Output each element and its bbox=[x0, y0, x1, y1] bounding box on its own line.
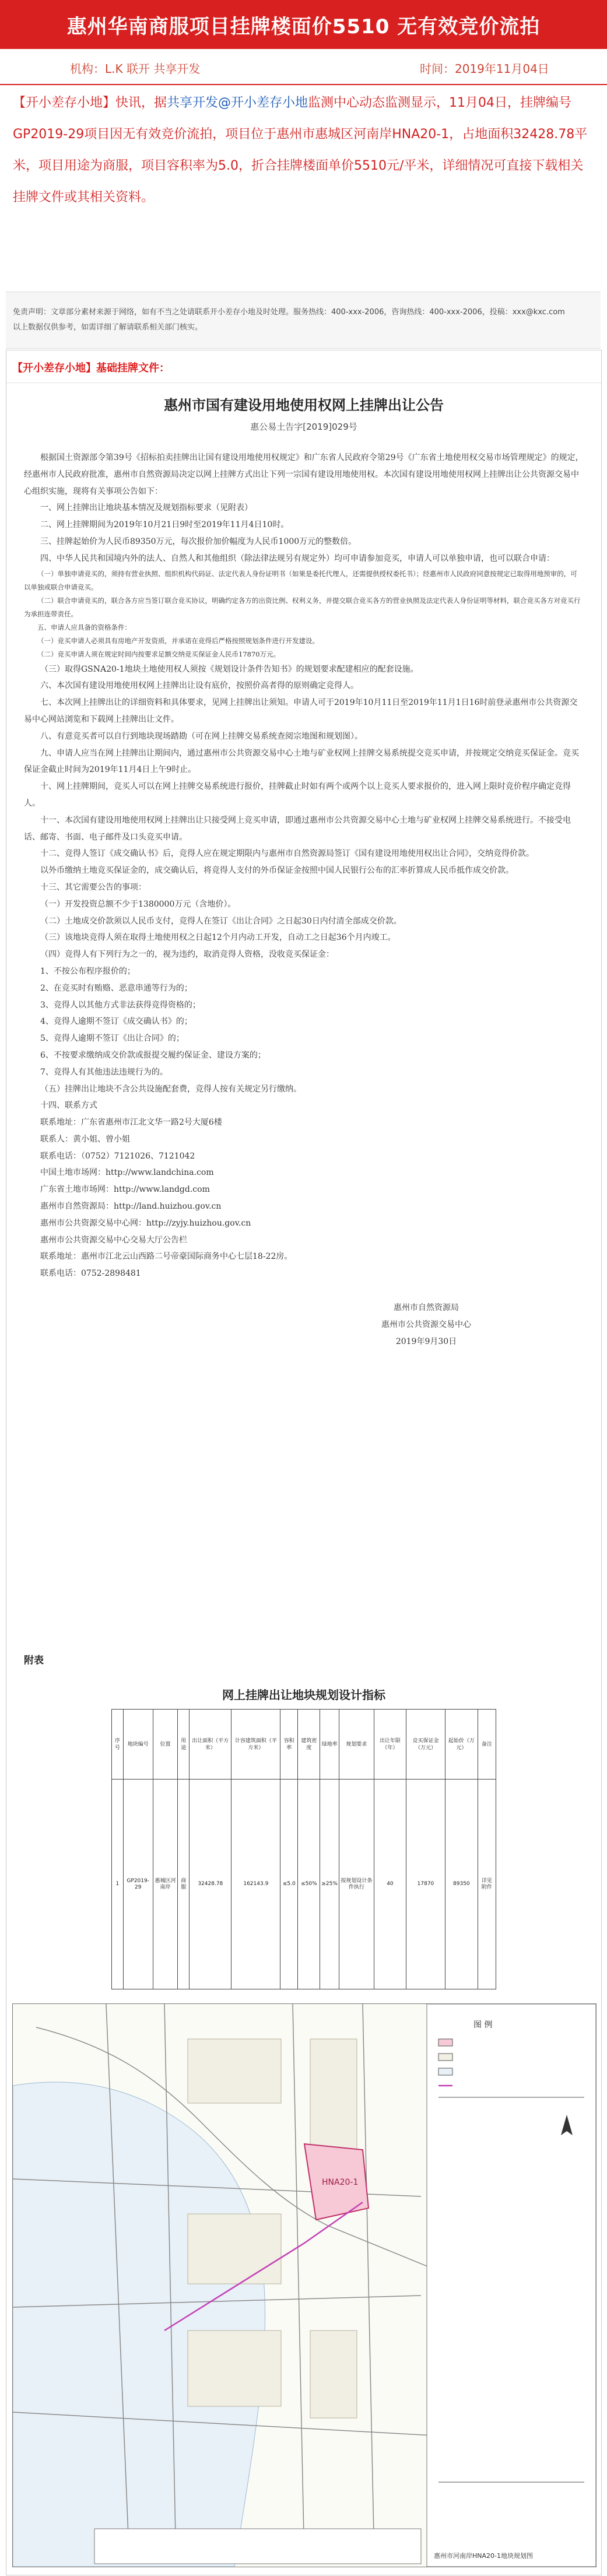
paragraph: 3、竞得人以其他方式非法获得竞得资格的； bbox=[40, 1000, 201, 1010]
paragraph[interactable]: 广东省土地市场网：http://www.landgd.com bbox=[40, 1185, 210, 1195]
paragraph: （二）联合申请竞买的，联合各方应当签订联合竞买协议，明确约定各方的出资比例、权利义务，并提交联合竞买各方的营业执照及法定代表人身份证明等材料，联合竞买各方对竞买行为承担连带责任。 bbox=[24, 596, 581, 618]
table-cell: 惠城区河南岸 bbox=[153, 1780, 178, 1989]
table-header-cell: 用途 bbox=[178, 1710, 190, 1780]
disclaimer-line-2: 以上数据仅供参考，如需详细了解请联系相关部门核实。 bbox=[13, 323, 203, 332]
signature-issuer-2: 惠州市公共资源交易中心 bbox=[381, 1319, 471, 1329]
paragraph: 九、申请人应当在网上挂牌出让期间内，通过惠州市公共资源交易中心土地与矿业权网上挂牌交易系统提交竞买申请，并按规定交纳竞买保证金。竞买保证金截止时间为2019年11月4日上午9时止。 bbox=[24, 748, 579, 775]
map-title: 惠州市河南岸HNA20-1地块规划图 bbox=[434, 2552, 533, 2560]
announcement-number: 惠公易土告字[2019]029号 bbox=[250, 422, 357, 432]
paragraph: 联系电话：（0752）7121026、7121042 bbox=[40, 1151, 195, 1161]
paragraph: 以外币缴纳土地竞买保证金的，成交确认后，将竞得人支付的外币保证金按照中国人民银行公布的汇率折算成人民币抵作成交价款。 bbox=[40, 866, 514, 876]
paragraph: 7、竞得人有其他违法违规行为的。 bbox=[40, 1067, 168, 1077]
meta-line bbox=[0, 49, 607, 85]
legend-swatch bbox=[438, 2068, 452, 2075]
paragraph: 联系地址：广东省惠州市江北文华一路2号大厦6楼 bbox=[40, 1118, 222, 1128]
table-header-cell: 规划要求 bbox=[339, 1710, 374, 1780]
neighbor-block bbox=[188, 2039, 281, 2103]
table-cell: ≤50% bbox=[298, 1780, 320, 1989]
table-row bbox=[112, 1780, 496, 1989]
paragraph[interactable]: 惠州市公共资源交易中心网：http://zyjy.huizhou.gov.cn bbox=[40, 1218, 251, 1228]
neighbor-block bbox=[188, 2331, 281, 2406]
legend-swatch bbox=[438, 2039, 452, 2046]
paragraph: 5、竞得人逾期不签订《出让合同》的； bbox=[40, 1034, 184, 1044]
table-cell: 162143.9 bbox=[231, 1780, 280, 1989]
paragraph: 一、网上挂牌出让地块基本情况及规划指标要求（见附表） bbox=[40, 503, 252, 513]
table-header-cell: 计容建筑面积（平方米） bbox=[231, 1710, 280, 1780]
announcement-body bbox=[24, 450, 584, 1350]
table-header-cell: 出让年限（年） bbox=[374, 1710, 406, 1780]
table-cell: 40 bbox=[374, 1780, 406, 1989]
paragraph: 联系电话：0752-2898481 bbox=[40, 1269, 141, 1279]
announcement-title: 惠州市国有建设用地使用权网上挂牌出让公告 bbox=[164, 396, 444, 413]
paragraph: 中国土地市场网：http://www.landchina.com bbox=[40, 1168, 214, 1178]
paragraph: 十、网上挂牌期间，竞买人可以在网上挂牌交易系统进行报价，挂牌截止时如有两个或两个以上竞买人要求报价的，进入网上限时竞价程序确定竞得人。 bbox=[24, 782, 571, 808]
table-header-cell: 序号 bbox=[112, 1710, 124, 1780]
document-section-label: 【开小差存小地】基础挂牌文件： bbox=[12, 362, 170, 374]
table-cell: ≥25% bbox=[320, 1780, 339, 1989]
table-header-cell: 出让面积（平方米） bbox=[190, 1710, 231, 1780]
disclaimer-text bbox=[13, 305, 596, 335]
table-cell: 1 bbox=[112, 1780, 124, 1989]
title-bar bbox=[0, 0, 607, 49]
table-cell: 商服 bbox=[178, 1780, 190, 1989]
neighbor-block bbox=[310, 2331, 357, 2418]
table-cell: GP2019-29 bbox=[123, 1780, 153, 1989]
source-org: 机构：L.K 联开 共享开发 bbox=[70, 62, 201, 76]
paragraph: （二）竞买申请人须在规定时间内按要求足额交纳竞买保证金人民币17870万元。 bbox=[37, 650, 280, 658]
paragraph: 三、挂牌起始价为人民币89350万元，每次报价加价幅度为人民币1000万元的整数倍。 bbox=[40, 536, 357, 546]
map-info-strip bbox=[94, 2529, 421, 2564]
table-cell: 32428.78 bbox=[190, 1780, 231, 1989]
paragraph: （一）竞买申请人必须具有房地产开发资质，并承诺在竞得后严格按照规划条件进行开发建设。 bbox=[37, 636, 319, 645]
paragraph: 六、本次国有建设用地使用权网上挂牌出让设有底价，按照价高者得的原则确定竞得人。 bbox=[40, 681, 359, 691]
document-header bbox=[6, 350, 601, 383]
paragraph: 根据国土资源部令第39号《招标拍卖挂牌出让国有建设用地使用权规定》和广东省人民政府令第29号《广东省土地使用权交易市场管理规定》的规定，经惠州市人民政府批准，惠州市自然资源局决定以网上挂牌方式出让下列一宗国有建设用地使用权。本次国有建设用地使用权网上挂牌出让公共资源交易中心组织实施，现将有关事项公告如下： bbox=[24, 453, 584, 496]
paragraph[interactable]: 惠州市公共资源交易中心交易大厅公告栏 bbox=[40, 1235, 187, 1245]
paragraph: 四、中华人民共和国境内外的法人、自然人和其他组织（除法律法规另有规定外）均可申请参加竞买，申请人可以单独申请，也可以联合申请： bbox=[40, 553, 555, 563]
document-panel bbox=[6, 350, 602, 2575]
summary-source-link[interactable]: 共享开发@开小差存小地 bbox=[167, 96, 308, 110]
table-header-cell: 位置 bbox=[153, 1710, 178, 1780]
signature-issuer-1: 惠州市自然资源局 bbox=[394, 1303, 459, 1313]
paragraph[interactable]: 惠州市自然资源局：http://land.huizhou.gov.cn bbox=[40, 1202, 222, 1212]
paragraph: 八、有意竞买者可以自行到地块现场踏勘（可在网上挂牌交易系统查阅宗地图和规划图）。 bbox=[40, 731, 363, 741]
site-plan-map bbox=[12, 2003, 597, 2567]
paragraph: 6、不按要求缴纳成交价款或报提交履约保证金、建设方案的； bbox=[40, 1050, 266, 1060]
paragraph: （四）竞得人有下列行为之一的，视为违约，取消竞得人资格，没收竞买保证金： bbox=[40, 950, 334, 960]
paragraph: （五）挂牌出让地块不含公共设施配套费，竞得人按有关规定另行缴纳。 bbox=[40, 1084, 301, 1094]
paragraph: （二）土地成交价款须以人民币支付，竞得人在签订《出让合同》之日起30日内付清全部成交价款。 bbox=[40, 916, 402, 926]
paragraph: 二、网上挂牌期间为2019年10月21日9时至2019年11月4日10时。 bbox=[40, 520, 289, 530]
paragraph: 十三、其它需要公告的事项： bbox=[40, 882, 146, 892]
paragraph: 4、竞得人逾期不签订《成交确认书》的； bbox=[40, 1017, 192, 1027]
paragraph: 十四、联系方式 bbox=[40, 1101, 97, 1111]
plan-table bbox=[111, 1709, 496, 1989]
paragraph: （三）该地块竞得人须在取得土地使用权之日起12个月内动工开发，自动工之日起36个月内竣工。 bbox=[40, 933, 396, 943]
table-header-cell: 竞买保证金（万元） bbox=[406, 1710, 445, 1780]
table-cell: 详见附件 bbox=[478, 1780, 496, 1989]
publish-date: 时间：2019年11月04日 bbox=[420, 62, 549, 76]
paragraph: 联系人：黄小姐、曾小姐 bbox=[40, 1134, 130, 1144]
paragraph: （三）取得GSNA20-1地块土地使用权人须按《规划设计条件告知书》的规划要求配建相应的配套设施。 bbox=[40, 664, 419, 674]
legend-swatch bbox=[438, 2054, 452, 2061]
summary-body: 监测中心动态监测显示，11月04日，挂牌编号GP2019-29项目因无有效竞价流拍，项目位于惠州市惠城区河南岸HNA20-1，占地面积32428.78平米，项目用途为商服，项目容积率为5.0，折合挂牌楼面单价5510元/平米，详细情况可直接下载相关挂牌文件或其相关资料。 bbox=[13, 96, 588, 205]
paragraph: 2、在竞买时有贿赂、恶意串通等行为的； bbox=[40, 983, 192, 993]
neighbor-block bbox=[188, 2214, 281, 2284]
paragraph: 联系地址：惠州市江北云山西路二号帝豪国际商务中心七层18-22房。 bbox=[40, 1252, 293, 1262]
table-header-cell: 起始价（万元） bbox=[445, 1710, 478, 1780]
disclaimer-box bbox=[6, 292, 601, 349]
site-plan-drawing bbox=[13, 2004, 596, 2567]
paragraph: 十二、竞得人签订《成交确认书》后，竞得人应在规定期限内与惠州市自然资源局签订《国有建设用地使用权出让合同》，交纳竞得价款。 bbox=[40, 849, 534, 859]
paragraph: 七、本次网上挂牌出让的详细资料和具体要求，见网上挂牌出让须知。申请人可于2019年10月11日至2019年11月1日16时前登录惠州市公共资源交易中心网站浏览和下载网上挂牌出让文件。 bbox=[24, 698, 578, 724]
paragraph: 五、申请人应具备的资格条件： bbox=[37, 623, 131, 631]
table-header-row bbox=[112, 1710, 496, 1780]
table-cell: 按规划设计条件执行 bbox=[339, 1780, 374, 1989]
table-header-cell: 建筑密度 bbox=[298, 1710, 320, 1780]
paragraph: 1、不按公布程序报价的； bbox=[40, 966, 135, 976]
table-header-cell: 地块编号 bbox=[123, 1710, 153, 1780]
plot-label: HNA20-1 bbox=[322, 2178, 359, 2187]
page-title: 惠州华南商服项目挂牌楼面价5510 无有效竞价流拍 bbox=[66, 15, 541, 38]
paragraph: （一）单独申请竞买的，须持有营业执照、组织机构代码证、法定代表人身份证明书（如果是委托代理人，还需提供授权委托书）；经惠州市人民政府同意按规定已取得用地预审的，可以单独或联合申请竞买。 bbox=[24, 569, 577, 591]
table-header-cell: 绿地率 bbox=[320, 1710, 339, 1780]
disclaimer-line-1: 免责声明：文章部分素材来源于网络，如有不当之处请联系开小差存小地及时处理。服务热线：400-xxx-2006，咨询热线：400-xxx-2006，投稿：xxx@kxc.com bbox=[13, 308, 565, 317]
attachment-label: 附表 bbox=[24, 1655, 44, 1666]
paragraph: （一）开发投资总额不少于1380000万元（含地价）。 bbox=[40, 899, 236, 909]
summary bbox=[13, 87, 596, 213]
table-title: 网上挂牌出让地块规划设计指标 bbox=[222, 1688, 385, 1702]
table-cell: 17870 bbox=[406, 1780, 445, 1989]
plan-table-wrap bbox=[111, 1709, 496, 1995]
summary-lead: 【开小差存小地】快讯，据 bbox=[13, 96, 167, 110]
legend-title: 图 例 bbox=[473, 2020, 493, 2030]
paragraph: 十一、本次国有建设用地使用权网上挂牌出让只接受网上竞买申请，即通过惠州市公共资源交易中心土地与矿业权网上挂牌交易系统进行。不接受电话、邮寄、书面、电子邮件及口头竞买申请。 bbox=[24, 815, 571, 842]
signature-date: 2019年9月30日 bbox=[395, 1336, 457, 1346]
table-cell: ≤5.0 bbox=[280, 1780, 298, 1989]
table-header-cell: 容积率 bbox=[280, 1710, 298, 1780]
table-cell: 89350 bbox=[445, 1780, 478, 1989]
neighbor-block bbox=[310, 2039, 357, 2156]
table-header-cell: 备注 bbox=[478, 1710, 496, 1780]
